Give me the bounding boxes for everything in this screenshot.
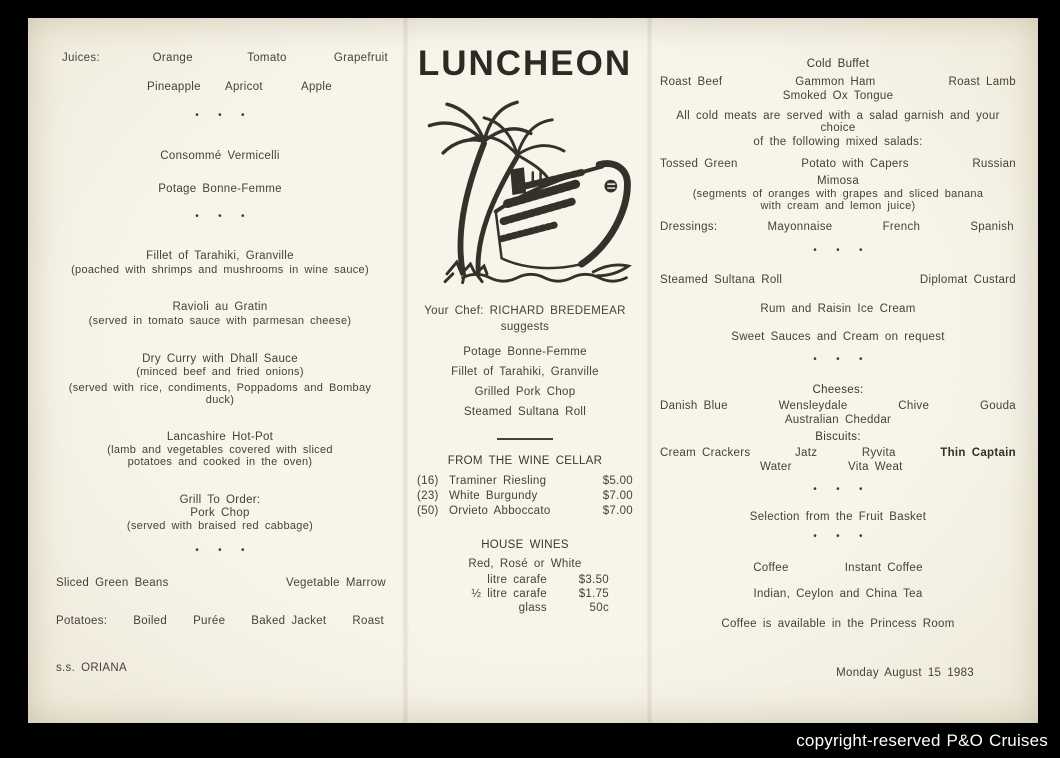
house-wine-row: [425, 574, 625, 586]
fruit-basket-line: Selection from the Fruit Basket: [749, 511, 927, 523]
house-wines-list: [425, 574, 625, 614]
wine-name: White Burgundy: [449, 490, 538, 502]
suggestion-1: Potage Bonne-Femme: [463, 346, 587, 358]
meat-roast-beef: Roast Beef: [660, 76, 723, 88]
juice-tomato: Tomato: [247, 52, 287, 64]
veg-green-beans: Sliced Green Beans: [56, 577, 169, 589]
biscuits-row-2: [660, 461, 1016, 473]
dessert-diplomat-custard: Diplomat Custard: [919, 274, 1016, 286]
dish-hotpot-title: Lancashire Hot-Pot: [166, 431, 274, 443]
cold-buffet-heading: Cold Buffet: [806, 58, 870, 70]
ship-and-palms-illustration: [408, 92, 642, 291]
cheese-wensleydale: Wensleydale: [778, 400, 848, 412]
dish-curry-title: Dry Curry with Dhall Sauce: [142, 353, 298, 365]
juices-label: Juices:: [62, 52, 100, 64]
juice-grapefruit: Grapefruit: [333, 52, 389, 64]
cheeses-row: [660, 400, 1016, 412]
dessert-sultana-roll: Steamed Sultana Roll: [660, 274, 783, 286]
wine-row: [417, 505, 633, 517]
cheese-australian-cheddar: Australian Cheddar: [784, 414, 892, 426]
veg-marrow: Vegetable Marrow: [286, 577, 386, 589]
princess-room-note: Coffee is available in the Princess Room: [721, 618, 955, 630]
mimosa-desc-1: (segments of oranges with grapes and sliced banana: [692, 188, 984, 200]
house-wine-label: litre carafe: [487, 574, 547, 586]
cheese-gouda: Gouda: [979, 400, 1016, 412]
biscuit-water: Water: [760, 461, 792, 473]
grill-item: Pork Chop: [190, 507, 250, 519]
salad-potato-capers: Potato with Capers: [801, 158, 909, 170]
desserts-row: [660, 274, 1016, 286]
dressing-french: French: [882, 221, 921, 233]
cheese-chive: Chive: [898, 400, 930, 412]
wine-cellar-heading: FROM THE WINE CELLAR: [447, 455, 603, 467]
right-panel: [650, 18, 1038, 723]
house-wine-label: glass: [518, 602, 547, 614]
meat-smoked-ox-tongue: Smoked Ox Tongue: [782, 90, 894, 102]
dressing-spanish: Spanish: [970, 221, 1014, 233]
biscuits-row-1: [660, 447, 1016, 459]
suggestion-2: Fillet of Tarahiki, Granville: [451, 366, 599, 378]
separator-dots: • • •: [195, 211, 245, 222]
biscuit-vita-weat: Vita Weat: [848, 461, 903, 473]
house-wines-subheading: Red, Rosé or White: [468, 558, 582, 570]
wine-name: Traminer Riesling: [449, 475, 547, 487]
wine-name: Orvieto Abboccato: [449, 505, 551, 517]
wine-price: $5.00: [602, 475, 633, 487]
house-wine-price: $3.50: [578, 574, 609, 586]
copyright-text: copyright-reserved P&O Cruises: [796, 730, 1048, 750]
meat-gammon-ham: Gammon Ham: [795, 76, 876, 88]
wine-price: $7.00: [602, 490, 633, 502]
potato-boiled: Boiled: [133, 615, 168, 627]
soup-consomme: Consommé Vermicelli: [160, 150, 280, 162]
cold-buffet-note-2: of the following mixed salads:: [753, 136, 923, 148]
wine-bin: (16): [417, 475, 439, 487]
wine-list: [417, 475, 633, 517]
wine-bin: (23): [417, 490, 439, 502]
desserts-note: Sweet Sauces and Cream on request: [731, 331, 945, 343]
wine-price: $7.00: [602, 505, 633, 517]
potatoes-label: Potatoes:: [56, 615, 108, 627]
house-wine-row: [425, 602, 625, 614]
salads-row: [660, 158, 1016, 170]
left-panel: [28, 18, 400, 723]
menu-title: LUNCHEON: [417, 44, 633, 83]
copyright-band: [0, 723, 1060, 758]
suggestion-4: Steamed Sultana Roll: [463, 406, 587, 418]
vegetables-row: [52, 577, 388, 589]
dish-curry-desc2: (served with rice, condiments, Poppadoms and Bombay duck): [68, 382, 372, 406]
cold-meats-row: [660, 76, 1016, 88]
center-panel: [400, 18, 650, 723]
house-wine-price: $1.75: [578, 588, 609, 600]
cold-buffet-note-1: All cold meats are served with a salad garnish and your choice: [676, 110, 1000, 134]
juices-row-1: [52, 52, 388, 64]
soup-potage: Potage Bonne-Femme: [158, 183, 282, 195]
dessert-ice-cream: Rum and Raisin Ice Cream: [760, 303, 916, 315]
separator-dots: • • •: [195, 110, 245, 121]
biscuit-thin-captain: Thin Captain: [940, 447, 1016, 459]
cheeses-heading: Cheeses:: [812, 384, 864, 396]
biscuit-cream-crackers: Cream Crackers: [660, 447, 751, 459]
wine-row: [417, 490, 633, 502]
juice-pineapple: Pineapple: [147, 81, 201, 93]
salad-russian: Russian: [972, 158, 1016, 170]
juices-row-2: [52, 81, 388, 93]
separator-dots: • • •: [813, 354, 863, 365]
dressing-mayonnaise: Mayonnaise: [767, 221, 833, 233]
dish-hotpot-desc1: (lamb and vegetables covered with sliced: [107, 444, 333, 456]
coffee-row: [660, 562, 1016, 574]
salad-tossed-green: Tossed Green: [660, 158, 738, 170]
potato-puree: Purée: [193, 615, 226, 627]
juice-apricot: Apricot: [225, 81, 263, 93]
juice-orange: Orange: [152, 52, 193, 64]
chef-line: Your Chef: RICHARD BREDEMEAR: [424, 305, 626, 317]
wine-row: [417, 475, 633, 487]
separator-dots: • • •: [813, 484, 863, 495]
separator-dots: • • •: [195, 545, 245, 556]
grill-heading: Grill To Order:: [179, 494, 261, 506]
menu-page: [28, 18, 1038, 723]
salad-mimosa: Mimosa: [816, 175, 860, 187]
dish-ravioli-desc: (served in tomato sauce with parmesan cheese): [88, 315, 352, 327]
tea-line: Indian, Ceylon and China Tea: [753, 588, 923, 600]
biscuits-heading: Biscuits:: [815, 431, 861, 443]
potatoes-row: [52, 615, 388, 627]
house-wines-heading: HOUSE WINES: [481, 539, 569, 551]
grill-desc: (served with braised red cabbage): [126, 520, 314, 532]
juice-apple: Apple: [301, 81, 332, 93]
house-wine-price: 50c: [589, 602, 609, 614]
separator-dots: • • •: [813, 245, 863, 256]
meat-roast-lamb: Roast Lamb: [948, 76, 1016, 88]
potato-baked-jacket: Baked Jacket: [251, 615, 327, 627]
biscuit-ryvita: Ryvita: [861, 447, 896, 459]
cheese-danish-blue: Danish Blue: [660, 400, 728, 412]
dish-fish-title: Fillet of Tarahiki, Granville: [146, 250, 294, 262]
house-wine-label: ½ litre carafe: [471, 588, 547, 600]
suggests-label: suggests: [500, 321, 550, 333]
dressings-row: [660, 221, 1016, 233]
dish-curry-desc1: (minced beef and fried onions): [136, 366, 304, 378]
menu-date: Monday August 15 1983: [836, 667, 974, 679]
divider-line: [497, 438, 553, 440]
biscuit-jatz: Jatz: [795, 447, 818, 459]
dish-ravioli-title: Ravioli au Gratin: [172, 301, 268, 313]
potato-roast: Roast: [352, 615, 384, 627]
wine-bin: (50): [417, 505, 439, 517]
dish-fish-desc: (poached with shrimps and mushrooms in wine sauce): [71, 264, 369, 276]
house-wine-row: [425, 588, 625, 600]
suggestion-3: Grilled Pork Chop: [474, 386, 576, 398]
separator-dots: • • •: [813, 531, 863, 542]
dressings-label: Dressings:: [660, 221, 718, 233]
dish-hotpot-desc2: potatoes and cooked in the oven): [127, 456, 313, 468]
mimosa-desc-2: with cream and lemon juice): [760, 200, 916, 212]
ship-name: s.s. ORIANA: [56, 662, 127, 674]
coffee-item: Coffee: [753, 562, 789, 574]
instant-coffee-item: Instant Coffee: [844, 562, 923, 574]
